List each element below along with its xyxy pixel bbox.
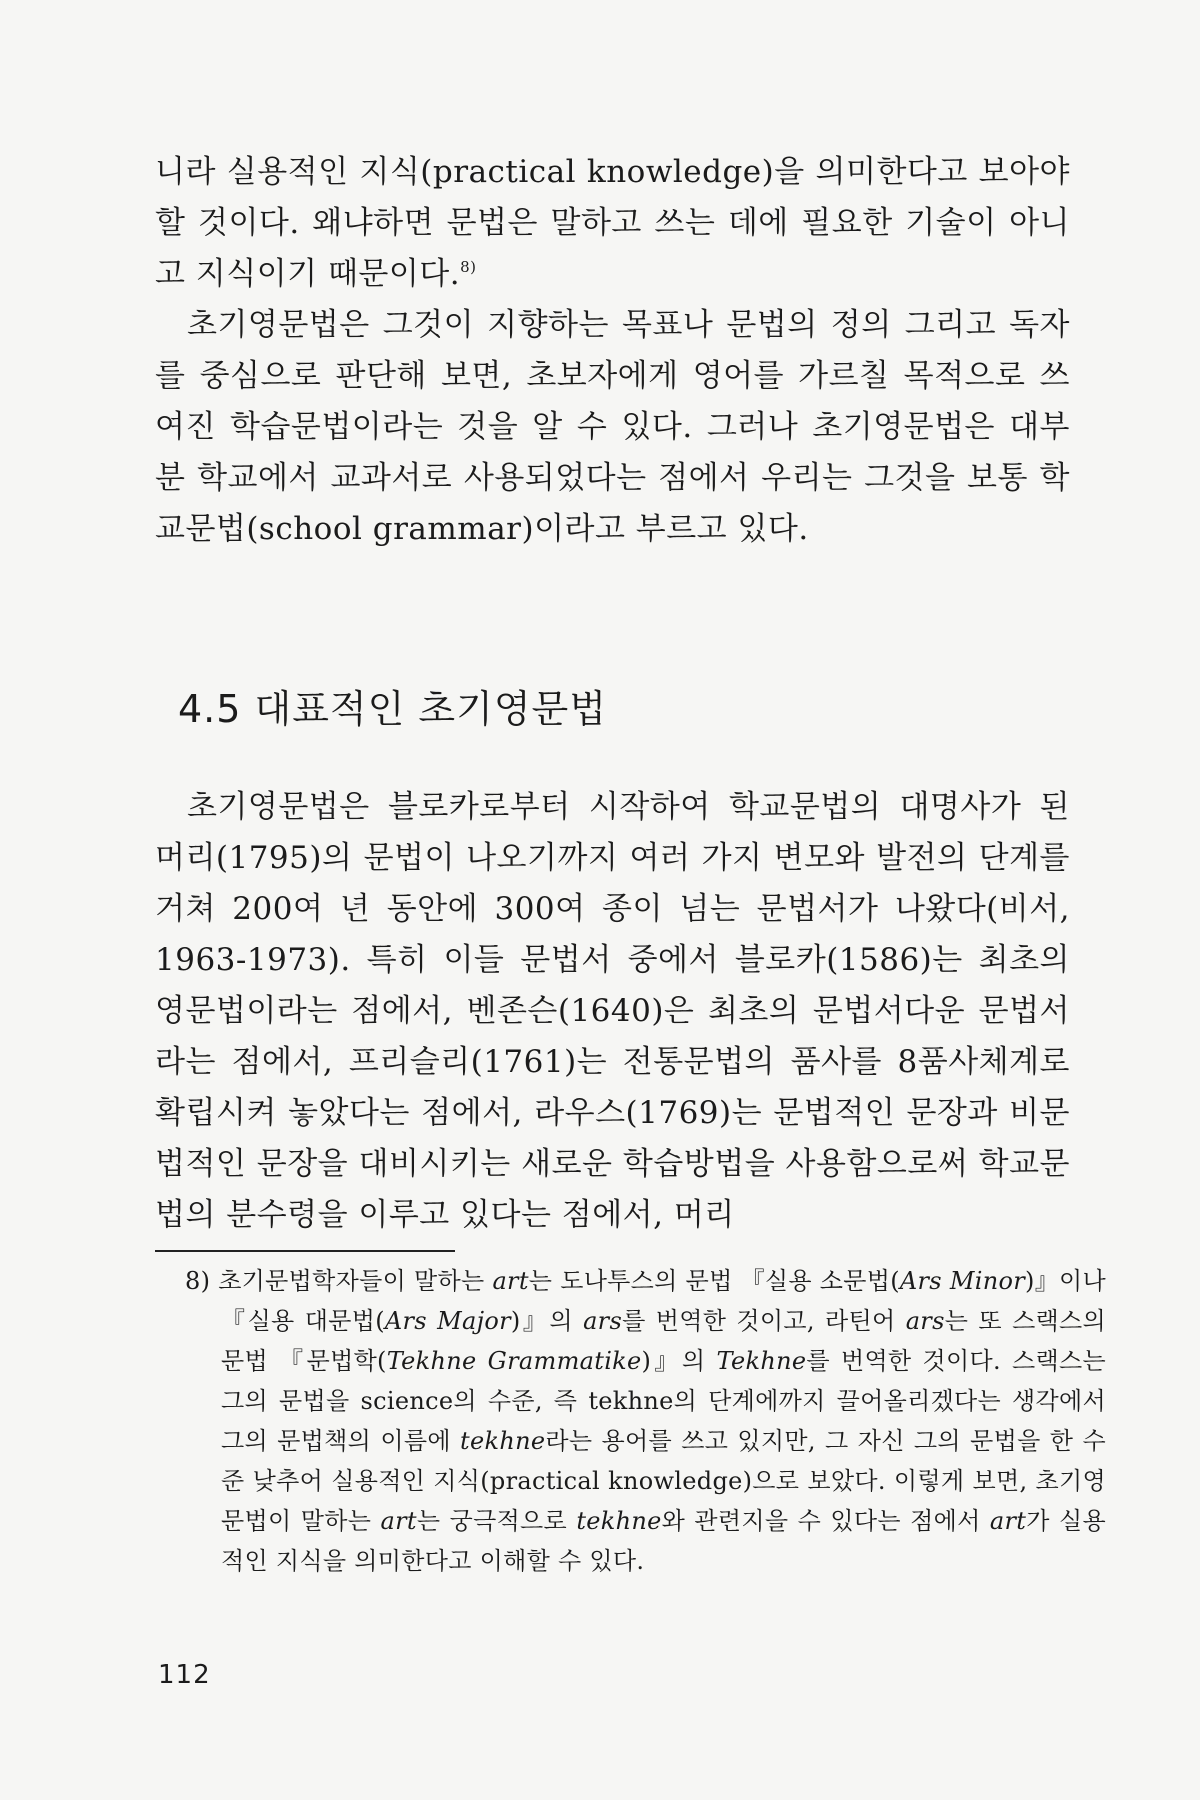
footnote-italic-term: art: [380, 1507, 417, 1535]
footnote-text: 가 실용적인 지식을 의미한다고 이해할 수 있다.: [221, 1507, 1106, 1575]
footnote-italic-term: Ars Minor: [899, 1267, 1025, 1295]
footnote-text: 는 또 스랙스의 문법 『문법학(: [221, 1307, 1107, 1375]
footnote-italic-term: art: [492, 1267, 529, 1295]
footnote-italic-term: ars: [905, 1307, 945, 1335]
footnote-italic-term: Tekhne Grammatike: [386, 1347, 642, 1375]
footnote-italic-term: Tekhne: [716, 1347, 807, 1375]
footnote-text: 8) 초기문법학자들이 말하는: [185, 1267, 493, 1295]
footnote-text: 를 번역한 것이고, 라틴어: [622, 1307, 906, 1335]
footnote-text: )』의: [641, 1347, 717, 1375]
footnote-text: 라는 용어를 쓰고 있지만, 그 자신 그의 문법을 한 수준 낮추어 실용적인 지식(practical knowledge)으로 보았다. 이렇게 보면, 초기영문법이 말하는: [221, 1427, 1106, 1535]
footnote-italic-term: tekhne: [576, 1507, 662, 1535]
footnote-divider: [155, 1250, 455, 1252]
footnote-text: 와 관련지을 수 있다는 점에서: [661, 1507, 990, 1535]
footnote-8: [185, 1261, 1106, 1581]
footnote-text: 를 번역한 것이다. 스랙스는 그의 문법을 science의 수준, 즉 tekhne의 단계에까지 끌어올리겠다는 생각에서 그의 문법책의 이름에: [221, 1347, 1106, 1455]
footnote-text: 는 궁극적으로: [416, 1507, 577, 1535]
paragraph-school-grammar: 초기영문법은 그것이 지향하는 목표나 문법의 정의 그리고 독자를 중심으로 판단해 보면, 초보자에게 영어를 가르칠 목적으로 쓰여진 학습문법이라는 것을 알 수 있다. 그러나 초기영문법은 대부분 학교에서 교과서로 사용되었다는 점에서 우리는 그것을 보통 학교문법(school grammar)이라고 부르고 있다.: [155, 307, 1070, 547]
footnote-text: 는 도나투스의 문법 『실용 소문법(: [528, 1267, 900, 1295]
footnote-italic-term: tekhne: [460, 1427, 546, 1455]
footnote-text: )』의: [510, 1307, 584, 1335]
footnote-text: )』이나 『실용 대문법(: [221, 1267, 1106, 1335]
section-heading: 4.5 대표적인 초기영문법: [178, 687, 607, 731]
paragraph-representative-grammars: 초기영문법은 블로카로부터 시작하여 학교문법의 대명사가 된 머리(1795)의 문법이 나오기까지 여러 가지 변모와 발전의 단계를 거쳐 200여 년 동안에 300여 종이 넘는 문법서가 나왔다(비서, 1963-1973). 특히 이들 문법서 중에서 블로카(1586)는 최초의 영문법이라는 점에서, 벤존슨(1640)은 최초의 문법서다운 문법서라는 점에서, 프리슬리(1761)는 전통문법의 품사를 8품사체계로 확립시켜 놓았다는 점에서, 라우스(1769)는 문법적인 문장과 비문법적인 문장을 대비시키는 새로운 학습방법을 사용함으로써 학교문법의 분수령을 이루고 있다는 점에서, 머리: [155, 789, 1070, 1233]
paragraph-continued: [155, 147, 1070, 300]
footnote-italic-term: Ars Major: [384, 1307, 511, 1335]
footnote-italic-term: ars: [583, 1307, 623, 1335]
footnote-italic-term: art: [989, 1507, 1027, 1535]
page-number: 112: [158, 1660, 211, 1690]
paragraph-text: 니라 실용적인 지식(practical knowledge)을 의미한다고 보아야 할 것이다. 왜냐하면 문법은 말하고 쓰는 데에 필요한 기술이 아니고 지식이기 때문이다.: [155, 154, 1070, 292]
footnote-reference[interactable]: 8): [460, 258, 477, 276]
